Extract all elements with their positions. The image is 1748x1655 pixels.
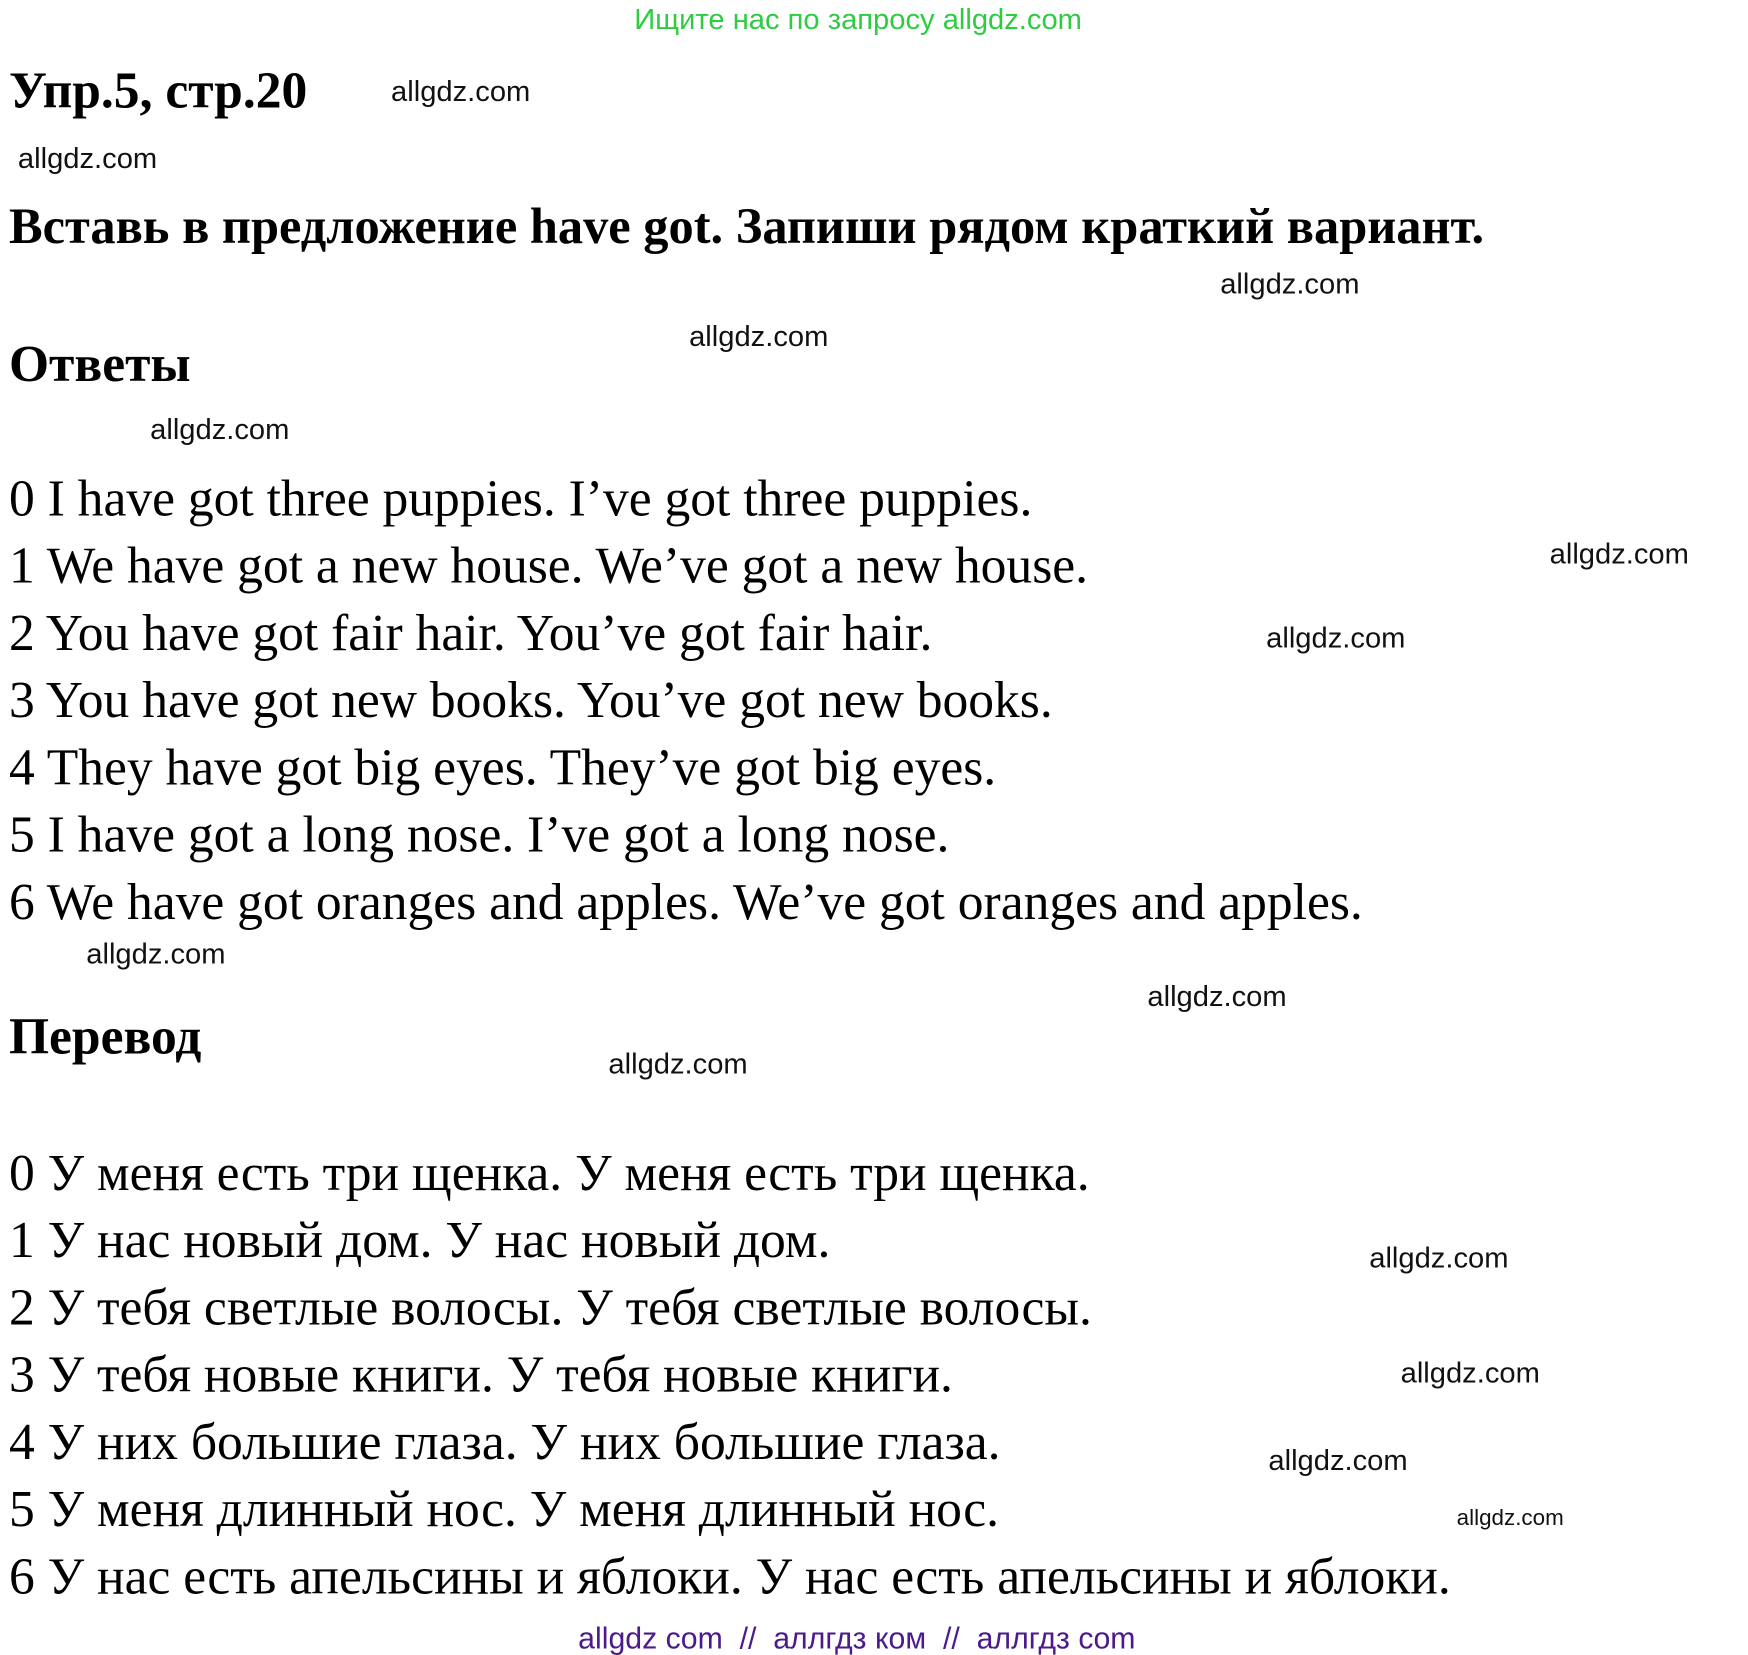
translation-line: 5 У меня длинный нос. У меня длинный нос.	[8, 1480, 1000, 1538]
footer-links[interactable]: allgdz com // аллгдз ком // аллгдз com	[578, 1621, 1136, 1655]
watermark: allgdz.com	[17, 141, 158, 175]
translation-line: 2 У тебя светлые волосы. У тебя светлые волосы.	[8, 1278, 1092, 1336]
answer-line: 1 We have got a new house. We’ve got a new house.	[8, 536, 1089, 594]
translation-line: 3 У тебя новые книги. У тебя новые книги.	[8, 1345, 953, 1403]
watermark: allgdz.com	[1400, 1355, 1540, 1390]
watermark: allgdz.com	[689, 319, 829, 353]
answer-line: 4 They have got big eyes. They’ve got big eyes.	[8, 738, 997, 796]
watermark: allgdz.com	[1456, 1505, 1564, 1531]
watermark: allgdz.com	[391, 73, 531, 108]
watermark: allgdz.com	[1220, 266, 1360, 301]
translation-line: 6 У нас есть апельсины и яблоки. У нас есть апельсины и яблоки.	[8, 1547, 1451, 1605]
watermark: allgdz.com	[1549, 536, 1689, 571]
watermark: allgdz.com	[1266, 620, 1406, 655]
watermark: allgdz.com	[150, 412, 290, 446]
watermark: allgdz.com	[1268, 1443, 1408, 1477]
answer-line: 6 We have got oranges and apples. We’ve got oranges and apples.	[8, 872, 1363, 931]
answer-line: 2 You have got fair hair. You’ve got fair hair.	[8, 603, 933, 662]
answer-line: 3 You have got new books. You’ve got new books.	[8, 671, 1053, 729]
translation-line: 4 У них большие глаза. У них большие глаза.	[8, 1412, 1001, 1471]
watermark: allgdz.com	[608, 1046, 748, 1081]
translation-line: 0 У меня есть три щенка. У меня есть три щенка.	[8, 1144, 1090, 1202]
watermark: allgdz.com	[1369, 1240, 1509, 1275]
page-title: Упр.5, стр.20	[8, 61, 308, 119]
top-banner[interactable]: Ищите нас по запросу allgdz.com	[634, 2, 1082, 36]
translation-line: 1 У нас новый дом. У нас новый дом.	[8, 1211, 831, 1269]
answer-line: 0 I have got three puppies. I’ve got three puppies.	[8, 469, 1033, 527]
answers-heading: Ответы	[8, 335, 191, 393]
watermark: allgdz.com	[1147, 979, 1287, 1013]
watermark: allgdz.com	[86, 936, 226, 971]
task-text: Вставь в предложение have got. Запиши рядом краткий вариант.	[8, 198, 1485, 255]
translation-heading: Перевод	[8, 1007, 202, 1065]
answer-line: 5 I have got a long nose. I’ve got a long nose.	[8, 805, 950, 863]
